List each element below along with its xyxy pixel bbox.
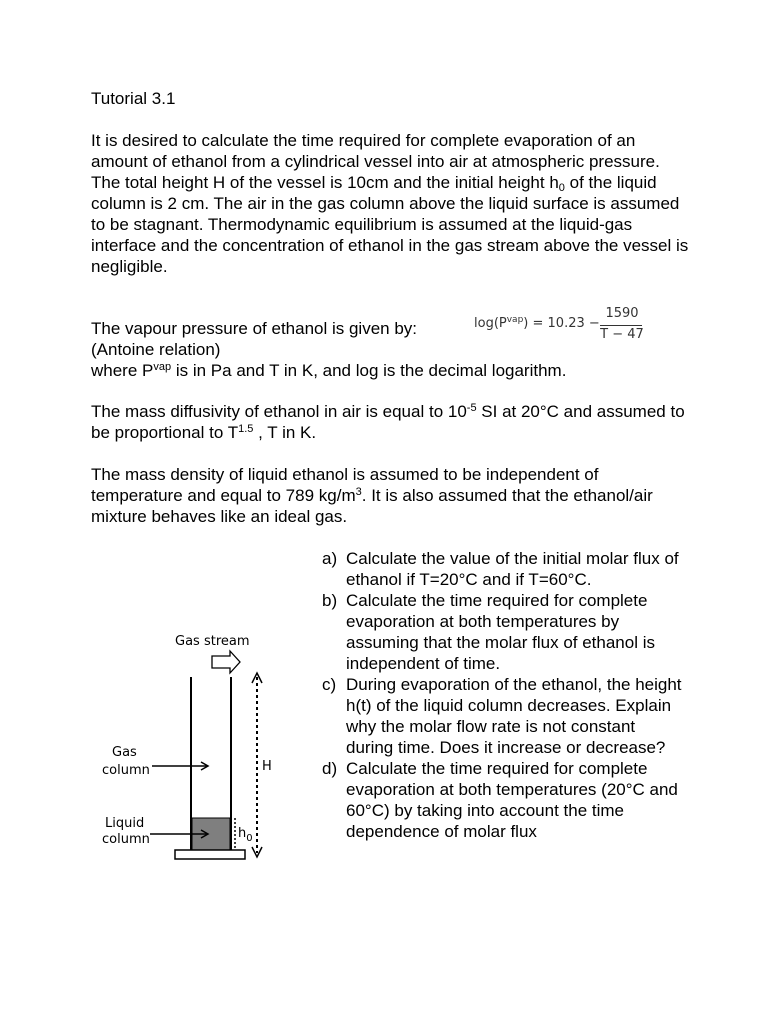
density-paragraph: The mass density of liquid ethanol is assumed to be independent of temperature and equal to 789 $kg/m^3$. It is also assumed that the ethanol/air mixture behaves like an ideal gas. bbox=[91, 465, 653, 526]
h0-label: $h_0$ bbox=[238, 826, 253, 844]
question-item: c) During evaporation of the ethanol, the height h(t) of the liquid column decreases. Explain why the molar flow rate is not constant during time. Does it increase or decrease? bbox=[322, 675, 682, 757]
question-item: a) Calculate the value of the initial molar flux of ethanol if T=20°C and if T=60°C. bbox=[322, 549, 679, 589]
gas-label-line2: column bbox=[102, 763, 150, 778]
gas-stream-arrow-icon bbox=[212, 651, 240, 673]
gas-stream-label: Gas stream bbox=[175, 634, 250, 649]
formula-numerator: 1590 bbox=[605, 306, 639, 321]
vessel-diagram bbox=[90, 625, 290, 870]
vessel-base bbox=[175, 850, 245, 859]
height-H-label: H bbox=[262, 759, 272, 774]
question-item: b) Calculate the time required for complete evaporation at both temperatures by assuming that the molar flux of ethanol is independent of time. bbox=[322, 591, 655, 673]
formula-fraction-bar bbox=[600, 325, 642, 326]
formula-denominator: T − 47 bbox=[600, 327, 644, 342]
question-item: d) Calculate the time required for complete evaporation at both temperatures (20°C and 60°C) by taking into account the time dependence of molar flux bbox=[322, 759, 678, 841]
question-list bbox=[322, 548, 682, 842]
tutorial-title: Tutorial 3.1 bbox=[91, 89, 176, 108]
intro-paragraph: It is desired to calculate the time required for complete evaporation of an amount of ethanol from a cylindrical vessel into air at atmospheric pressure. The total height H of the vessel is 10cm and the initial height $h_0$ of the liquid column is 2 cm. The air in the gas column above the liquid surface is assumed to be stagnant. Thermodynamic equilibrium is assumed at the liquid-gas interface and the concentration of ethanol in the gas stream above the vessel is negligible. bbox=[91, 131, 689, 276]
vapour-pressure-paragraph: The vapour pressure of ethanol is given by: (Antoine relation) where $P^{vap}$ is in Pa and T in K, and log is the decimal logarithm. bbox=[91, 319, 567, 380]
liquid-label-line2: column bbox=[102, 832, 150, 847]
gas-label-line1: Gas bbox=[112, 745, 137, 760]
diffusivity-paragraph: The mass diffusivity of ethanol in air is equal to $10^{-5}$ SI at 20°C and assumed to be proportional to $T^{1.5}$ , T in K. bbox=[91, 402, 685, 442]
liquid-label-line1: Liquid bbox=[105, 816, 145, 831]
antoine-formula: $\log(P^{vap}) = 10.23$ − 1590 T − 47 bbox=[474, 306, 644, 342]
